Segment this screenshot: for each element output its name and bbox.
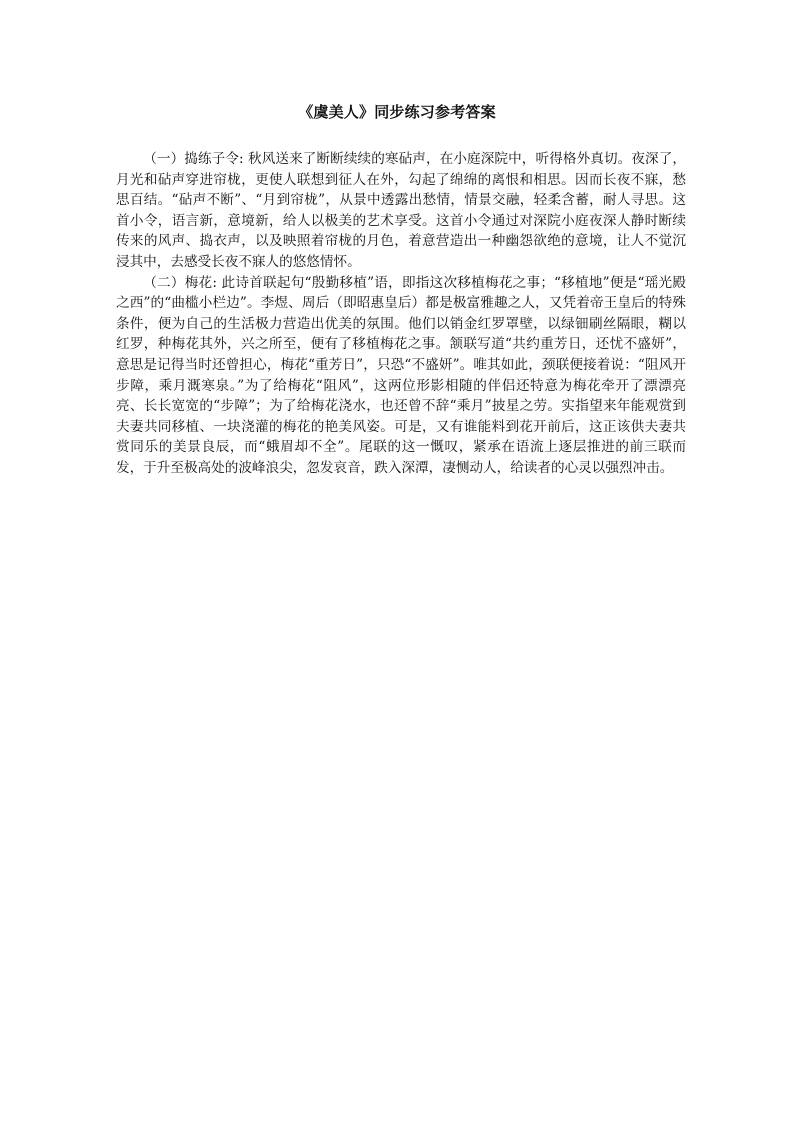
- document-body: [116, 149, 686, 479]
- paragraph-2: （二）梅花: 此诗首联起句“殷勤移植”语，即指这次移植梅花之事；“移植地”便是“瑶光殿之西”的“曲槛小栏边”。李煜、周后（即昭惠皇后）都是极富雅趣之人，又凭着帝王皇后的特殊条件，便为自己的生活极力营造出优美的氛围。他们以销金红罗罩壁，以绿钿刷丝隔眼，糊以红罗，种梅花其外，兴之所至，便有了移植梅花之事。颔联写道“共约重芳日，还忧不盛妍”，意思是记得当时还曾担心，梅花“重芳日”，只恐“不盛妍”。唯其如此，颈联便接着说：“阻风开步障，乘月溉寒泉。”为了给梅花“阻风”，这两位形影相随的伴侣还特意为梅花牵开了漂漂亮亮、长长宽宽的“步障”；为了给梅花浇水，也还曾不辞“乘月”披星之劳。实指望来年能观赏到夫妻共同移植、一块浇灌的梅花的艳美风姿。可是，又有谁能料到花开前后，这正该供夫妻共赏同乐的美景良辰，而“蛾眉却不全”。尾联的这一慨叹，紧承在语流上逐层推进的前三联而发，于升至极高处的波峰浪尖，忽发哀音，跌入深潭，凄恻动人，给读者的心灵以强烈冲击。: [116, 274, 686, 476]
- paragraph-1: （一）捣练子令: 秋风送来了断断续续的寒砧声，在小庭深院中，听得格外真切。夜深了，月光和砧声穿进帘栊，更使人联想到征人在外，勾起了绵绵的离恨和相思。因而长夜不寐，愁思百结。“砧声不断”、“月到帘栊”，从景中透露出愁情，情景交融，轻柔含蓄，耐人寻思。这首小令，语言新，意境新，给人以极美的艺术享受。这首小令通过对深院小庭夜深人静时断续传来的风声、捣衣声，以及映照着帘栊的月色，着意营造出一种幽怨欲绝的意境，让人不觉沉浸其中，去感受长夜不寐人的悠悠情怀。: [116, 151, 686, 270]
- document-title: 《虞美人》同步练习参考答案: [298, 103, 496, 121]
